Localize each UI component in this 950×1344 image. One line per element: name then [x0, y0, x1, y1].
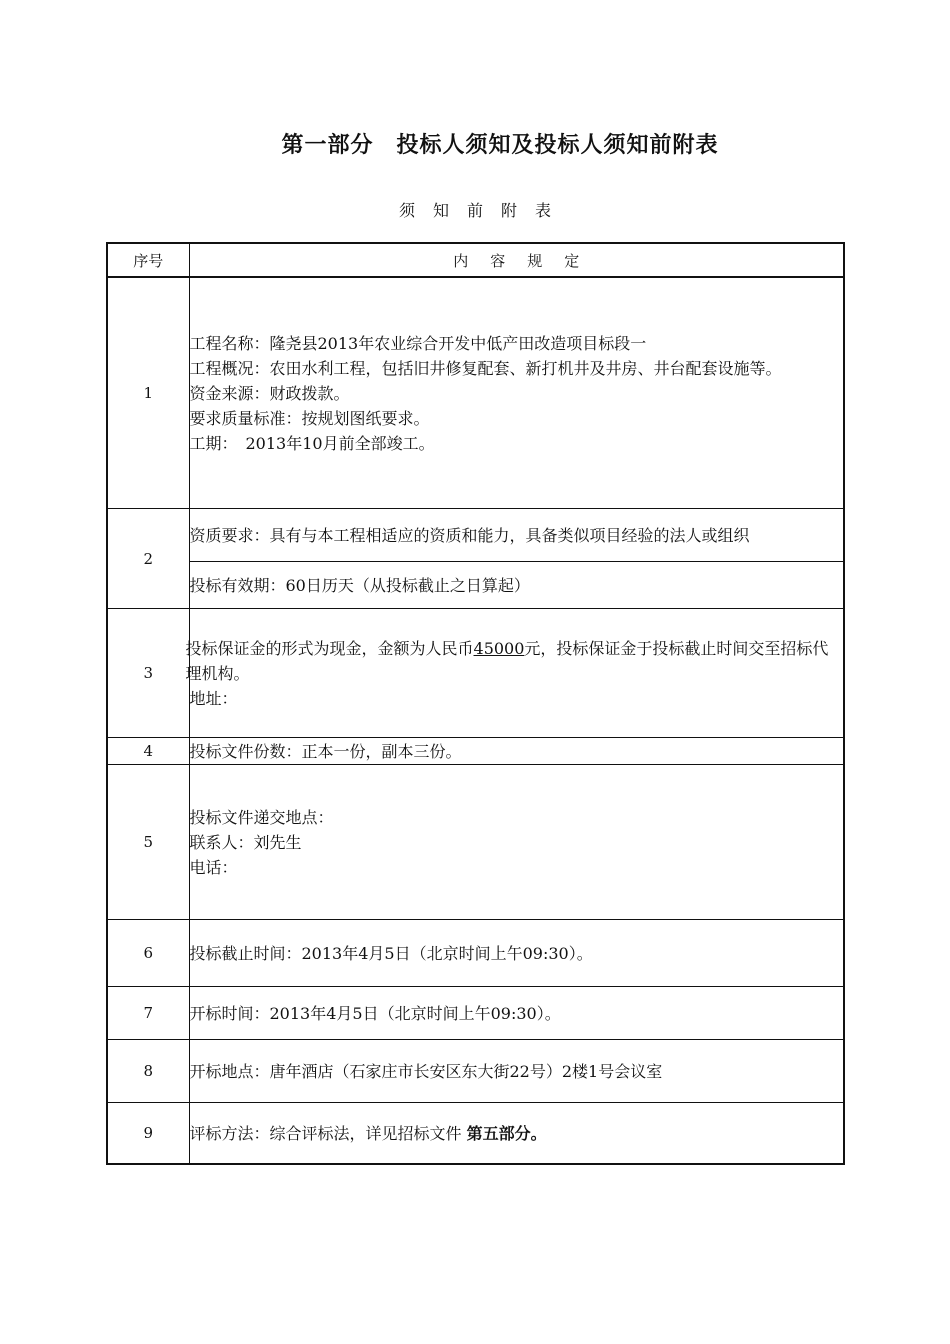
- bid-validity: 投标有效期：60日历天（从投标截止之日算起）: [189, 562, 844, 609]
- submission-location: 投标文件递交地点：: [189, 807, 334, 827]
- bid-bond-amount: 45000: [473, 638, 525, 658]
- row-content: [185, 609, 844, 738]
- row-content: [189, 277, 844, 509]
- row-number: 8: [107, 1040, 189, 1103]
- bid-bond-text: [186, 636, 844, 686]
- evaluation-method: 评标方法：综合评标法，详见招标文件: [189, 1123, 462, 1143]
- table-row: [107, 765, 844, 920]
- row-number: 1: [107, 277, 189, 509]
- bid-opening-location: 开标地点：唐年酒店（石家庄市长安区东大街22号）2楼1号会议室: [189, 1040, 844, 1103]
- funding-source: 资金来源：财政拨款。: [189, 383, 350, 403]
- table-row: [107, 277, 844, 509]
- table-row: [107, 920, 844, 987]
- table-row: [107, 1103, 844, 1165]
- bid-bond-before: 投标保证金的形式为现金，金额为人民币: [185, 638, 474, 658]
- header-no: 序号: [107, 243, 189, 277]
- table-row: [107, 562, 844, 609]
- table-row: [107, 987, 844, 1040]
- project-overview: 工程概况：农田水利工程，包括旧井修复配套、新打机井及井房、井台配套设施等。: [189, 358, 782, 378]
- row-number: 9: [107, 1103, 189, 1165]
- contact-person: 联系人：刘先生: [189, 832, 302, 852]
- row-number: 5: [107, 765, 189, 920]
- qualification-requirement: 资质要求：具有与本工程相适应的资质和能力，具备类似项目经验的法人或组织: [189, 509, 844, 562]
- row-content: [189, 1103, 844, 1165]
- notice-table: [106, 242, 845, 1165]
- table-header-row: [107, 243, 844, 277]
- table-row: [107, 609, 844, 738]
- project-name: 工程名称：隆尧县2013年农业综合开发中低产田改造项目标段一: [189, 333, 647, 353]
- quality-standard: 要求质量标准：按规划图纸要求。: [189, 408, 430, 428]
- table-row: [107, 509, 844, 562]
- table-caption: 须知前附表: [398, 201, 569, 220]
- table-row: [107, 738, 844, 765]
- row-number: 3: [107, 609, 189, 738]
- bid-deadline: 投标截止时间：2013年4月5日（北京时间上午09:30）。: [189, 920, 844, 987]
- row-number: 4: [107, 738, 189, 765]
- bid-opening-time: 开标时间：2013年4月5日（北京时间上午09:30）。: [189, 987, 844, 1040]
- row-number: 2: [107, 509, 189, 609]
- header-content: 内容规定: [189, 243, 844, 277]
- row-number: 6: [107, 920, 189, 987]
- document-title: 第一部分 投标人须知及投标人须知前附表: [281, 133, 719, 158]
- evaluation-reference: 第五部分。: [466, 1123, 547, 1143]
- contact-phone: 电话：: [189, 857, 238, 877]
- table-row: [107, 1040, 844, 1103]
- row-number: 7: [107, 987, 189, 1040]
- bid-document-copies: 投标文件份数：正本一份，副本三份。: [189, 738, 844, 765]
- bid-bond-address: 地址：: [189, 688, 238, 708]
- construction-period: 工期： 2013年10月前全部竣工。: [189, 433, 435, 453]
- bid-bond-after: 元，投标保证金于投标截止时间交至招标代理机构。: [185, 638, 829, 683]
- row-content: [189, 765, 844, 920]
